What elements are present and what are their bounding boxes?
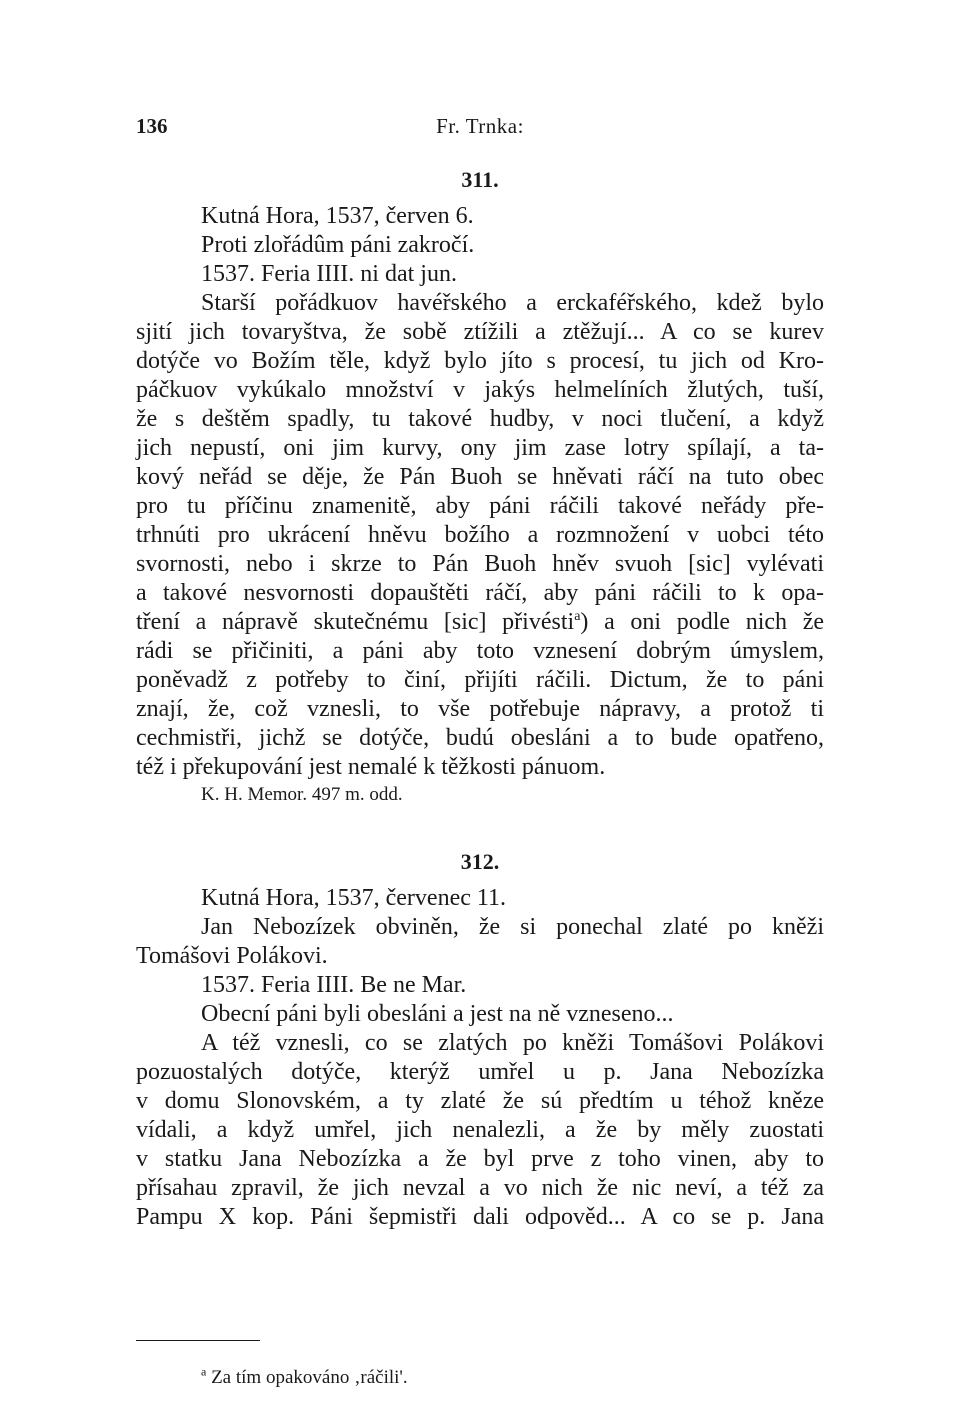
text-line: pozuostalých dotýče, kterýž umřel u p. Jana Nebozízka <box>136 1059 824 1085</box>
footnote-marker: a <box>574 609 581 624</box>
footnote <box>201 1366 408 1390</box>
text-line: cechmistři, jichž se dotýče, budú obesláni a to bude opatřeno, <box>136 725 824 751</box>
text-line: též i překupování jest nemalé k těžkosti pánuom. <box>136 754 606 780</box>
text-line: v domu Slonovském, a ty zlaté že sú předtím u téhož kněze <box>136 1088 824 1114</box>
section-gap <box>136 808 824 848</box>
text-line: páčkuov vykúkalo množství v jakýs helmelíních žlutých, tuší, <box>136 377 824 403</box>
text-line: svornosti, nebo i skrze to Pán Buoh hněv svuoh [sic] vylévati <box>136 551 824 577</box>
source-citation: K. H. Memor. 497 m. odd. <box>201 784 403 805</box>
text-line: a takové nesvornosti dopauštěti ráčí, aby páni ráčili to k opa- <box>136 580 824 606</box>
text-line: přísahau zpravil, že jich nevzal a vo nich že nic neví, a též za <box>136 1175 824 1201</box>
summary: Jan Nebozízek obviněn, že si ponechal zlaté po kněži <box>201 914 824 940</box>
document-number-311: 311. <box>461 167 499 192</box>
place-date: Kutná Hora, 1537, červenec 11. <box>201 885 506 911</box>
text-line: rádi se přičiniti, a páni aby toto vznesení dobrým úmyslem, <box>136 638 824 664</box>
text-line: v statku Jana Nebozízka a že byl prve z toho vinen, aby to <box>136 1146 824 1172</box>
text-line: Pampu X kop. Páni šepmistři dali odpověd... A co se p. Jana <box>136 1204 824 1230</box>
dating: 1537. Feria IIII. ni dat jun. <box>201 261 457 287</box>
footnote-text: Za tím opakováno ‚ráčili'. <box>211 1367 408 1388</box>
summary: Tomášovi Polákovi. <box>136 943 328 969</box>
page-header <box>136 114 824 142</box>
text-line: A též vznesli, co se zlatých po kněži Tomášovi Polákovi <box>201 1030 824 1056</box>
document-number-312: 312. <box>460 849 500 874</box>
text-line: trhnúti pro ukrácení hněvu božího a rozmnožení v uobci této <box>136 522 824 548</box>
text-line: Starší pořádkuov havéřského a erckaféřského, kdež bylo <box>201 290 824 316</box>
place-date: Kutná Hora, 1537, červen 6. <box>201 203 474 229</box>
footnote-rule <box>136 1340 260 1342</box>
text-segment: ) a oni podle nich že <box>580 609 824 635</box>
text-line: dotýče vo Božím těle, když bylo jíto s procesí, tu jich od Kro- <box>136 348 824 374</box>
running-head: Fr. Trnka: <box>436 114 524 138</box>
text-line: sjití jich tovaryštva, že sobě ztížili a ztěžují... A co se kurev <box>136 319 824 345</box>
page-body <box>136 166 824 1232</box>
text-line: znají, že, což vznesli, to vše potřebuje nápravy, a protož ti <box>136 696 824 722</box>
text-line: poněvadž z potřeby to činí, přijíti ráčili. Dictum, že to páni <box>136 667 824 693</box>
text-line: pro tu příčinu znamenitě, aby páni ráčili takové neřády pře- <box>136 493 824 519</box>
text-segment: tření a nápravě skutečnému [sic] přivésti <box>136 609 575 635</box>
summary: Proti zlořádûm páni zakročí. <box>201 232 475 258</box>
text-line: že s deštěm spadly, tu takové hudby, v noci tlučení, a když <box>136 406 824 432</box>
dating: 1537. Feria IIII. Be ne Mar. <box>201 972 467 998</box>
text-line-with-footnote <box>136 608 824 637</box>
page-number: 136 <box>136 114 168 138</box>
text-line: kový neřád se děje, že Pán Buoh se hněvati ráčí na tuto obec <box>136 464 824 490</box>
text-line: jich nepustí, oni jim kurvy, ony jim zase lotry spílají, a ta- <box>136 435 824 461</box>
text-line: vídali, a když umřel, jich nenalezli, a že by měly zuostati <box>136 1117 824 1143</box>
intro: Obecní páni byli obesláni a jest na ně vzneseno... <box>201 1001 674 1027</box>
footnote-marker: a <box>201 1364 207 1379</box>
